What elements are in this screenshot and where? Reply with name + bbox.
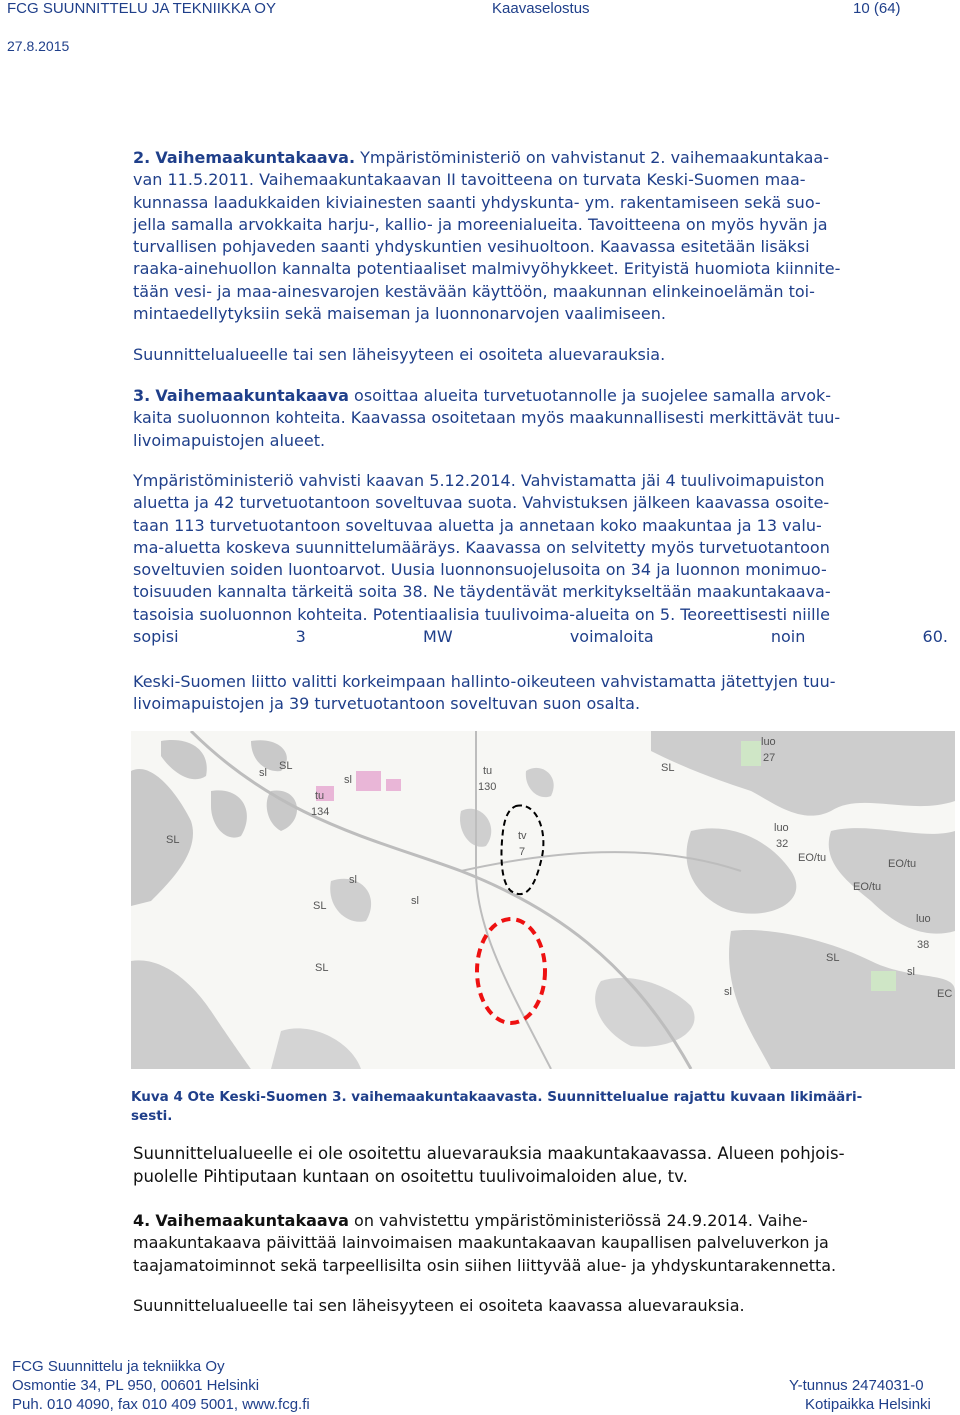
section-4-number: 4. (133, 1211, 151, 1230)
map-label: luo (774, 822, 789, 834)
map-label: 7 (519, 846, 526, 858)
section-3-line: kaita suoluonnon kohteita. Kaavassa osoitetaan myös maakunnallisesti merkittävät tuu- (133, 408, 841, 428)
section-4-line: maakuntakaava päivittää lainvoimaisen maakuntakaavan kaupallisen palveluverkon ja (133, 1233, 829, 1253)
figure-caption (131, 1088, 949, 1126)
map-label: luo (761, 736, 776, 748)
map-label: tu (483, 765, 493, 777)
map-label: sl (411, 895, 419, 907)
footer-domicile: Kotipaikka Helsinki (805, 1396, 931, 1413)
header-page-number: 10 (64) (853, 0, 901, 17)
section-4-line: on vahvistettu ympäristöministeriössä 24.9.2014. Vaihe- (348, 1211, 808, 1230)
map-label: EC (937, 988, 953, 1000)
section-3-p2-line: toisuuden kannalta tärkeitä soita 38. Ne täydentävät merkitykseltään maakuntakaava- (133, 582, 831, 602)
map-label: sl (724, 986, 732, 998)
section-3-p2-line: Ympäristöministeriö vahvisti kaavan 5.12.2014. Vahvistamatta jäi 4 tuulivoimapuiston (133, 471, 825, 490)
header-doc-type: Kaavaselostus (492, 0, 590, 17)
footer-business-id: Y-tunnus 2474031-0 (789, 1377, 924, 1394)
map-label: EO/tu (853, 881, 882, 893)
map-label: SL (315, 962, 329, 974)
after-map-paragraph (133, 1142, 948, 1188)
after-map-line: puolelle Pihtiputaan kuntaan on osoitettu tuulivoimaloiden alue, tv. (133, 1167, 688, 1186)
footer-phone: Puh. 010 4090, fax 010 409 5001, www.fcg.fi (12, 1396, 310, 1413)
section-3-paragraph-2 (133, 470, 948, 648)
section-2-note: Suunnittelualueelle tai sen läheisyyteen ei osoiteta aluevarauksia. (133, 345, 666, 364)
map-image (131, 731, 955, 1069)
map-label: SL (279, 760, 293, 772)
section-3-p2-line: taan 113 turvetuotantoon soveltuvaa aluetta ja annetaan koko maakuntaa ja 13 valu- (133, 515, 822, 535)
section-3-p2-line: sopisi 3 MW voimaloita noin 60. (133, 627, 948, 647)
section-2-line: turvallisen pohjaveden saanti yhdyskuntien vesihuoltoon. Kaavassa esitetään lisäksi (133, 237, 810, 257)
section-3-p2-line: ma-aluetta koskeva suunnittelumääräys. Kaavassa on selvitetty myös turvetuotantoon (133, 537, 830, 557)
map-label: 38 (917, 939, 930, 951)
footer-company: FCG Suunnittelu ja tekniikka Oy (12, 1358, 225, 1375)
section-4-note: Suunnittelualueelle tai sen läheisyyteen ei osoiteta kaavassa aluevarauksia. (133, 1296, 745, 1315)
section-2-line: kunnassa laadukkaiden kiviainesten saanti yhdyskunta- ym. rakentamiseen sekä suo- (133, 192, 821, 212)
section-4-paragraph (133, 1210, 948, 1277)
map-label: 130 (478, 781, 497, 793)
section-2-title: Vaihemaakuntakaava. (155, 148, 356, 167)
section-2-line: raaka-ainehuollon kannalta potentiaaliset malmivyöhykkeet. Erityistä huomiota kiinnite- (133, 259, 841, 279)
map-label: SL (661, 762, 675, 774)
section-2-paragraph (133, 147, 948, 325)
caption-line: sesti. (131, 1108, 173, 1124)
caption-line: Kuva 4 Ote Keski-Suomen 3. vaihemaakuntakaavasta. Suunnittelualue rajattu kuvaan likimääri- (131, 1089, 863, 1105)
map-label: SL (313, 900, 327, 912)
map-label: sl (344, 774, 352, 786)
footer-address: Osmontie 34, PL 950, 00601 Helsinki (12, 1377, 260, 1394)
map-label: 134 (311, 806, 330, 818)
section-4-title: Vaihemaakuntakaava (155, 1211, 349, 1230)
map-label: sl (259, 767, 267, 779)
section-2-line: Ympäristöministeriö on vahvistanut 2. vaihemaakuntakaa- (355, 148, 829, 167)
section-3-title: Vaihemaakuntakaava (155, 386, 349, 405)
section-3-p3-line: livoimapuistojen ja 39 turvetuotantoon soveltuvan suon osalta. (133, 694, 641, 714)
map-label: SL (826, 952, 840, 964)
section-3-line: osoittaa alueita turvetuotannolle ja suojelee samalla arvok- (348, 386, 832, 405)
map-label: tu (315, 790, 325, 802)
map-label: SL (166, 834, 180, 846)
map-label: sl (349, 874, 357, 886)
section-4-line: taajamatoiminnot sekä tarpeellisilta osin siihen liittyvää alue- ja yhdyskuntarakennetta. (133, 1255, 837, 1275)
map-label: EO/tu (888, 858, 917, 870)
map-label: luo (916, 913, 931, 925)
section-2-line: mintaedellytyksiin sekä maiseman ja luonnonarvojen vaalimiseen. (133, 304, 666, 324)
map-label: EO/tu (798, 852, 827, 864)
section-3-line: livoimapuistojen alueet. (133, 430, 326, 450)
header-date: 27.8.2015 (7, 38, 70, 54)
section-3-p2-line: soveltuvien soiden luontoarvot. Uusia luonnonsuojelusoita on 34 ja luonnon monimuo- (133, 560, 827, 580)
header-company: FCG SUUNNITTELU JA TEKNIIKKA OY (7, 0, 276, 17)
section-3-paragraph (133, 385, 948, 452)
section-2-line: jella samalla arvokkaita harju-, kallio- ja moreenialueita. Tavoitteena on myös hyvän ja (133, 214, 828, 234)
section-3-paragraph-3 (133, 671, 948, 716)
map-label: sl (907, 966, 915, 978)
section-2-number: 2. (133, 148, 151, 167)
map-label: tv (518, 830, 527, 842)
section-3-p2-line: aluetta ja 42 turvetuotantoon soveltuvaa suota. Vahvistuksen jälkeen kaavassa osoite- (133, 493, 830, 513)
section-2-line: tään vesi- ja maa-ainesvarojen kestävään käyttöön, maakunnan elinkeinoelämän toi- (133, 281, 815, 301)
section-3-p3-line: Keski-Suomen liitto valitti korkeimpaan hallinto-oikeuteen vahvistamatta jätettyjen tuu- (133, 672, 836, 691)
section-2-line: van 11.5.2011. Vaihemaakuntakaavan II tavoitteena on turvata Keski-Suomen maa- (133, 170, 806, 190)
plan-map-excerpt (131, 731, 955, 1069)
map-label: 27 (763, 752, 776, 764)
after-map-line: Suunnittelualueelle ei ole osoitettu aluevarauksia maakuntakaavassa. Alueen pohjois- (133, 1144, 845, 1163)
section-3-number: 3. (133, 386, 151, 405)
section-3-p2-line: tasoisia suoluonnon kohteita. Potentiaalisia tuulivoima-alueita on 5. Teoreettisesti niille (133, 604, 830, 624)
map-label: 32 (776, 838, 789, 850)
